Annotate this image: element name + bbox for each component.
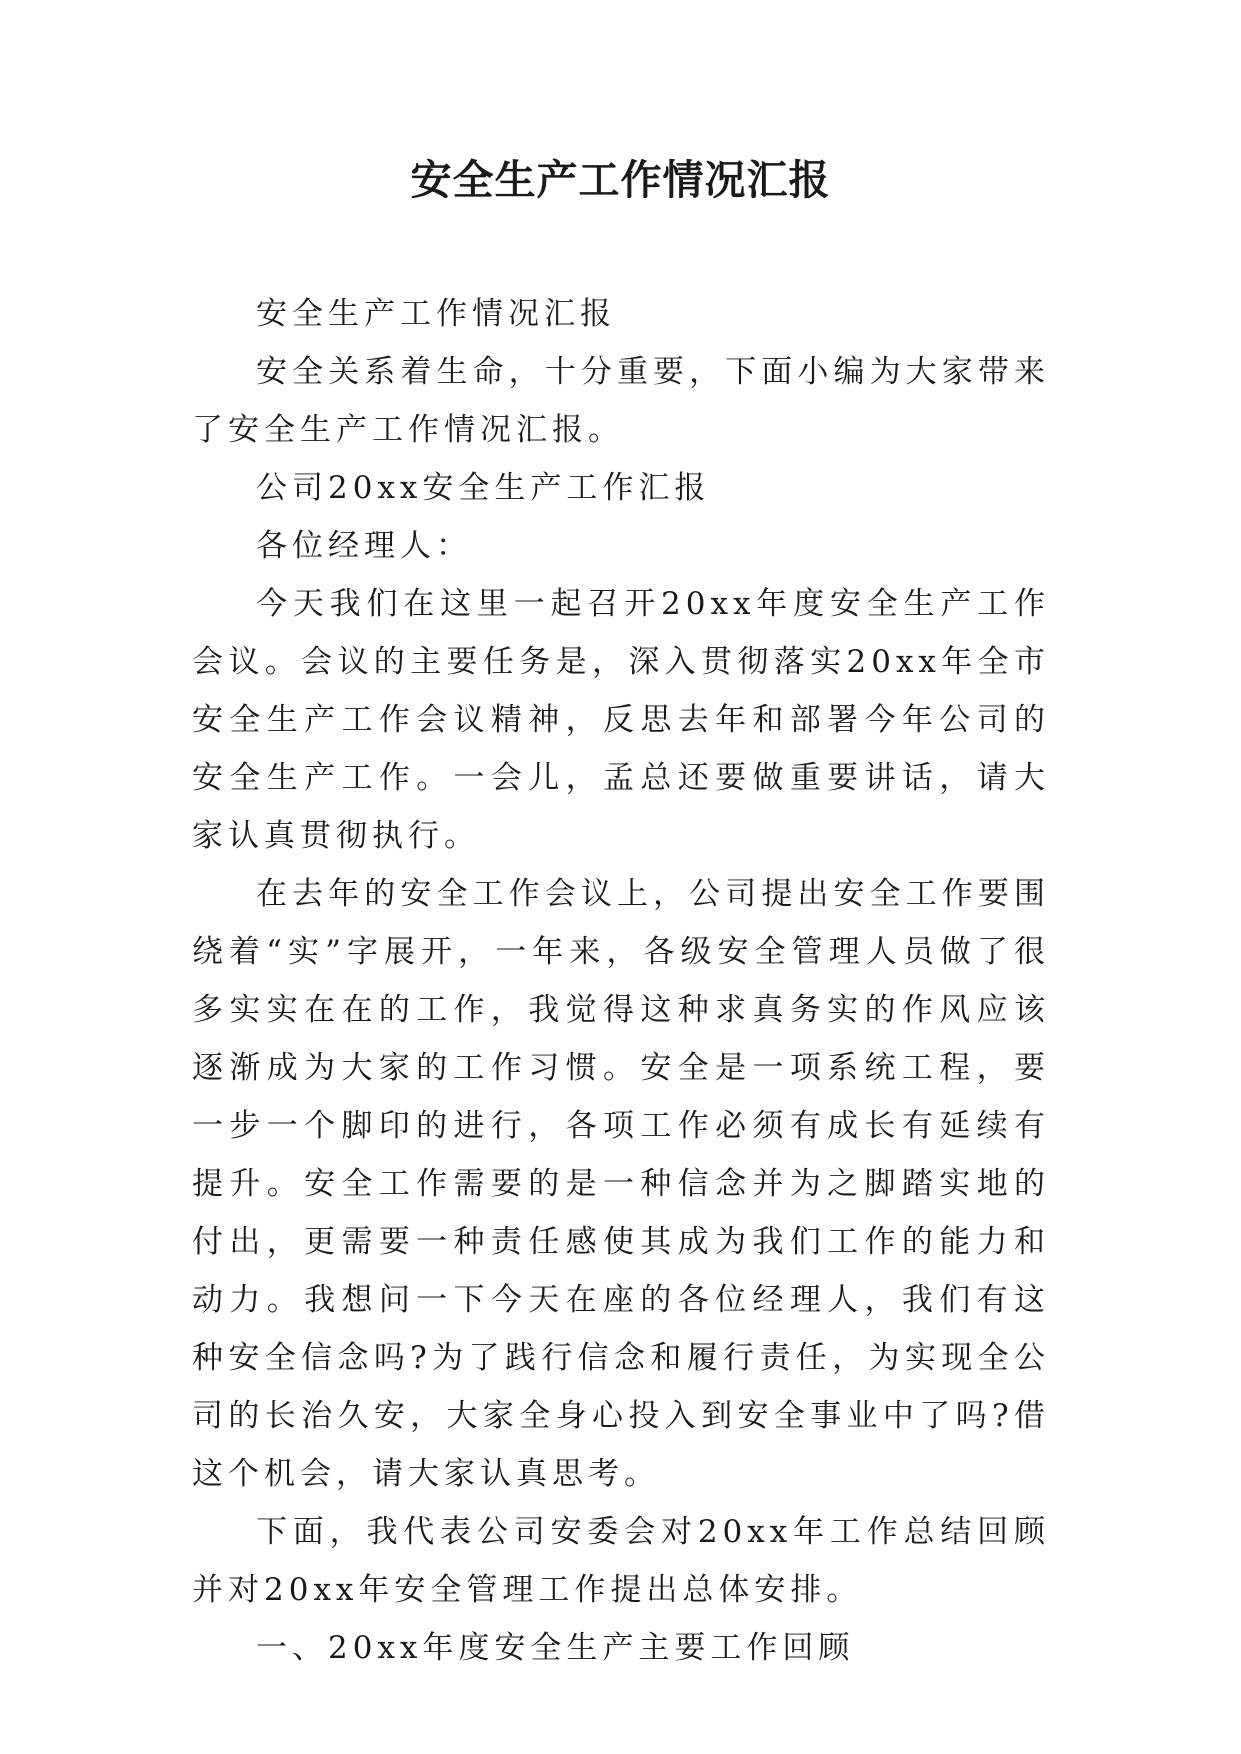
- paragraph-subtitle: 安全生产工作情况汇报: [256, 296, 616, 332]
- document-body: [192, 285, 1050, 1677]
- paragraph-intro: 安全关系着生命，十分重要，下面小编为大家带来了安全生产工作情况汇报。: [192, 354, 1050, 448]
- paragraph-agenda: 下面，我代表公司安委会对20xx年工作总结回顾并对20xx年安全管理工作提出总体安排。: [192, 1514, 1050, 1608]
- section-heading-1: 一、20xx年度安全生产主要工作回顾: [256, 1630, 855, 1666]
- document-title: 安全生产工作情况汇报: [410, 156, 831, 204]
- paragraph-report-heading: 公司20xx安全生产工作汇报: [256, 470, 711, 506]
- paragraph-salutation: 各位经理人：: [256, 528, 472, 564]
- paragraph-meeting-purpose: 今天我们在这里一起召开20xx年度安全生产工作会议。会议的主要任务是，深入贯彻落实20xx年全市安全生产工作会议精神，反思去年和部署今年公司的安全生产工作。一会儿，孟总还要做重要讲话，请大家认真贯彻执行。: [192, 586, 1050, 854]
- paragraph-last-year-review: 在去年的安全工作会议上，公司提出安全工作要围绕着“实”字展开，一年来，各级安全管理人员做了很多实实在在的工作，我觉得这种求真务实的作风应该逐渐成为大家的工作习惯。安全是一项系统工程，要一步一个脚印的进行，各项工作必须有成长有延续有提升。安全工作需要的是一种信念并为之脚踏实地的付出，更需要一种责任感使其成为我们工作的能力和动力。我想问一下今天在座的各位经理人，我们有这种安全信念吗?为了践行信念和履行责任，为实现全公司的长治久安，大家全身心投入到安全事业中了吗?借这个机会，请大家认真思考。: [192, 876, 1050, 1492]
